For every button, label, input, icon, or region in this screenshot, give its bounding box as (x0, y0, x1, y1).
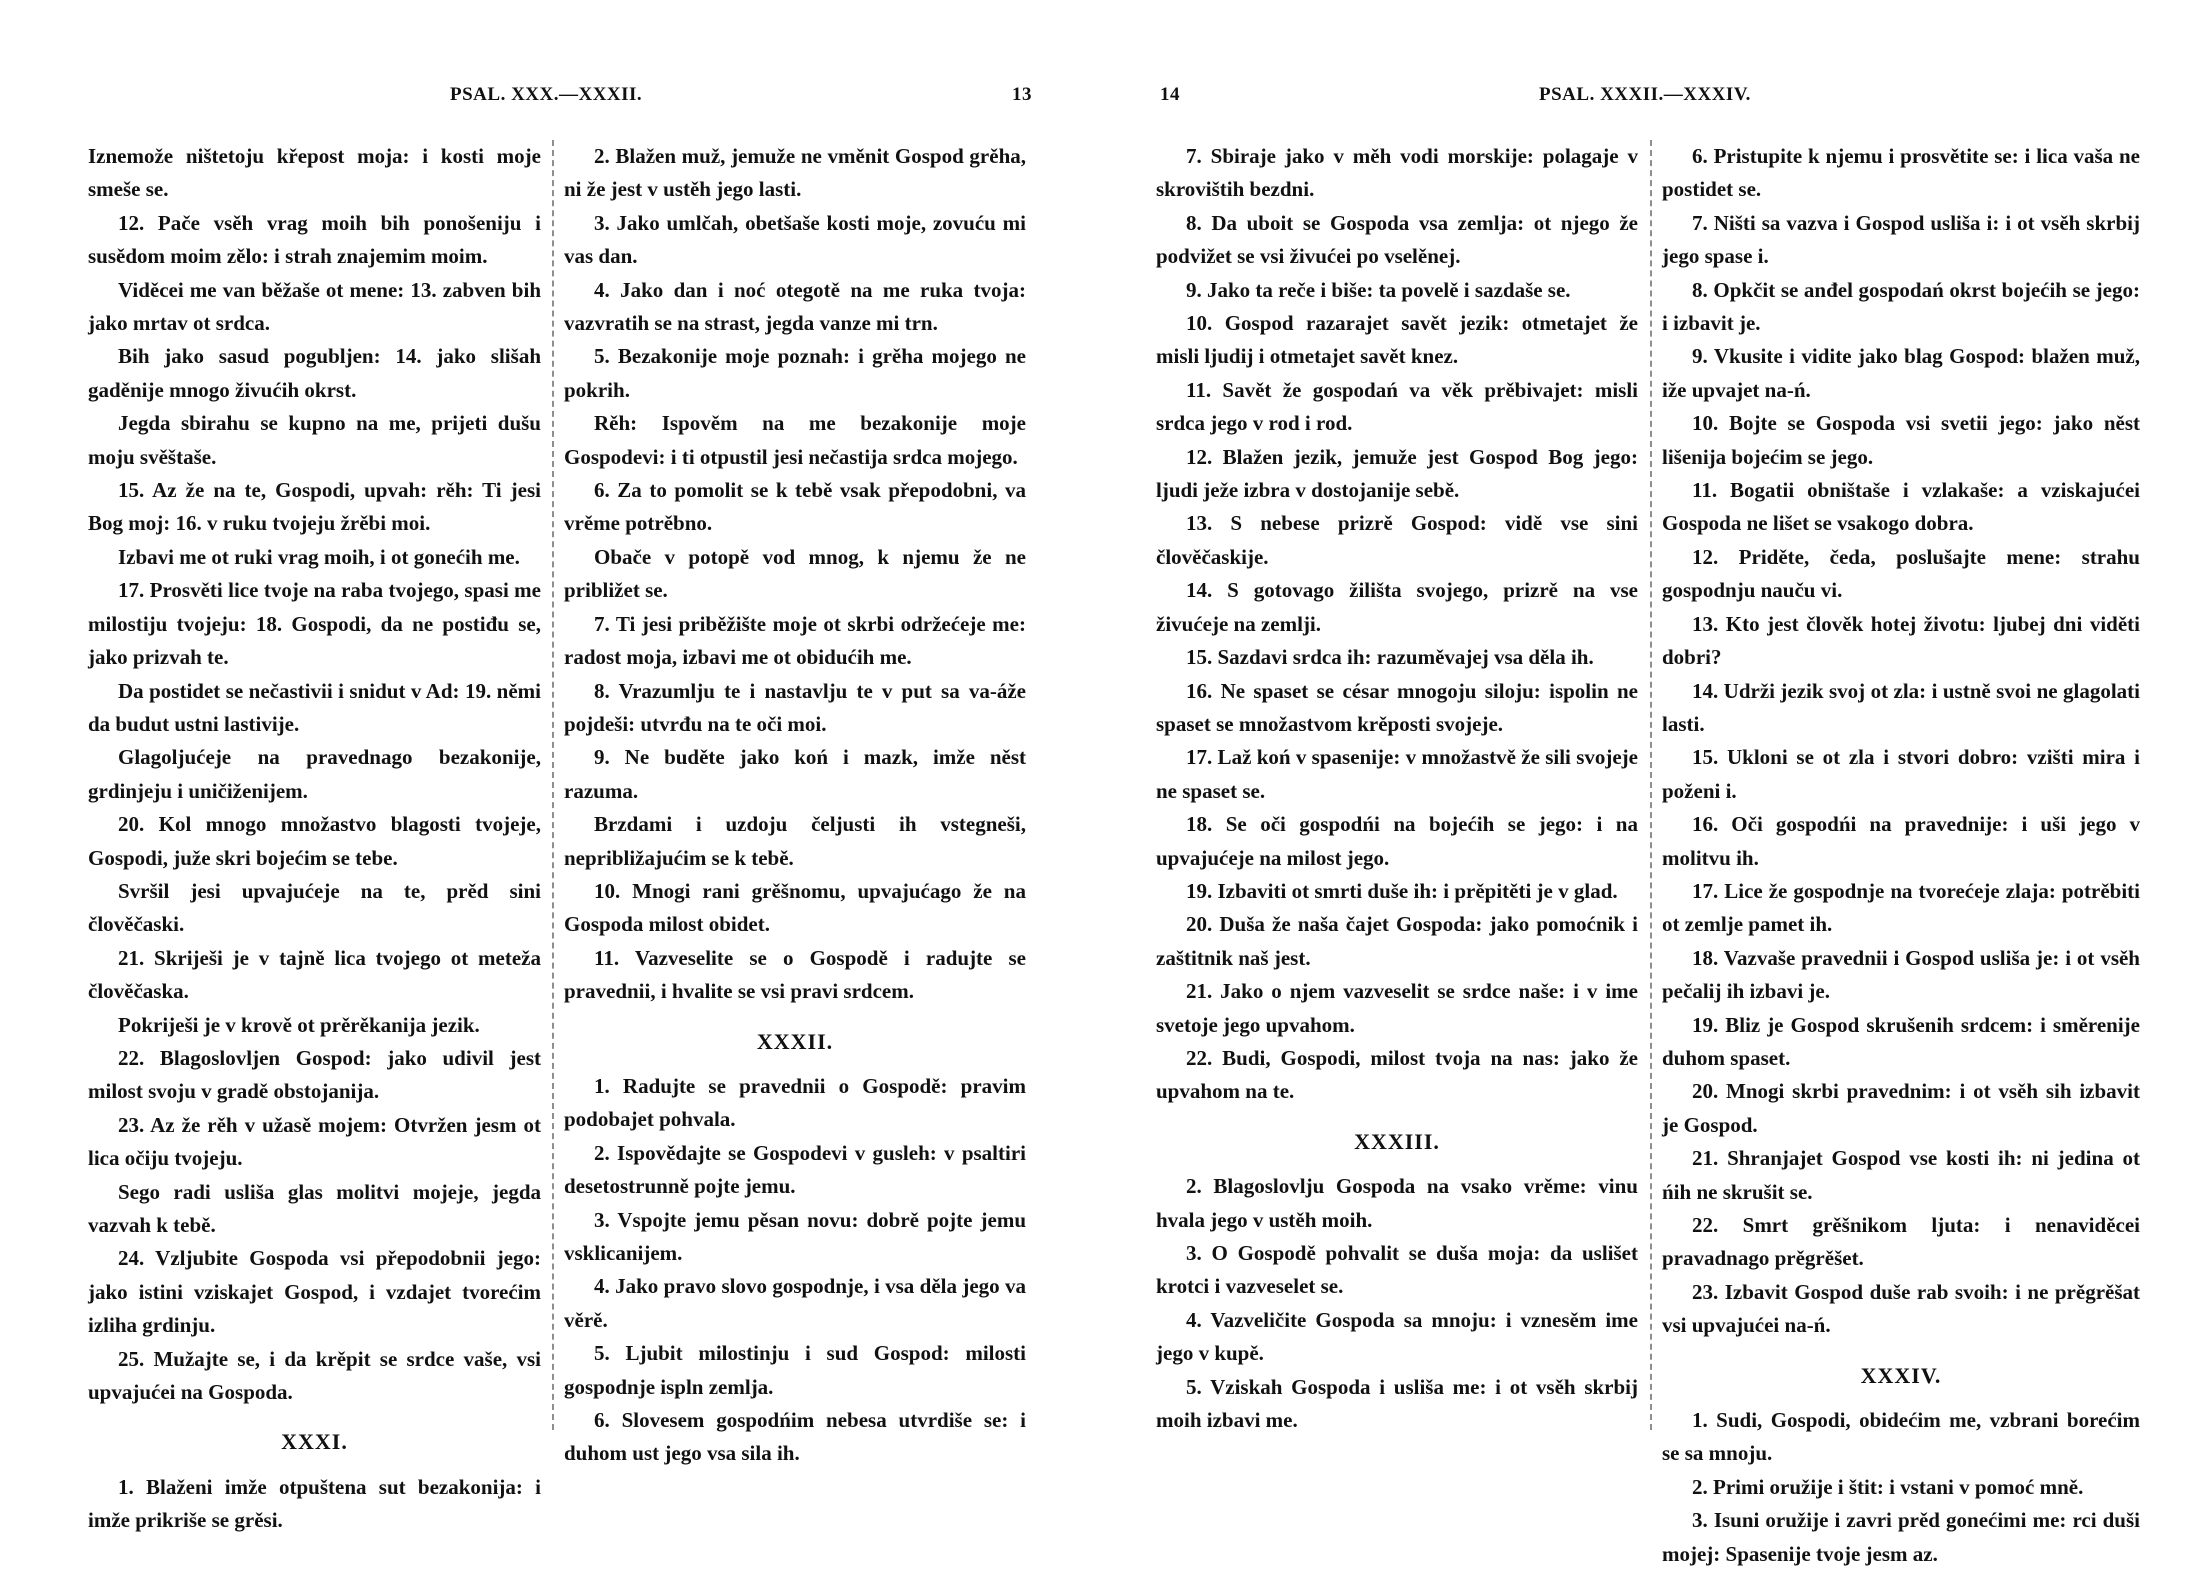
verse-paragraph: 20. Mnogi skrbi pravednim: i ot vsěh sih izbavit je Gospod. (1662, 1079, 2140, 1137)
right-page-column-2 (1662, 140, 2140, 1566)
verse-paragraph: 23. Az že rěh v užasě mojem: Otvržen jesm ot lica očiju tvojeju. (88, 1112, 541, 1171)
verse-paragraph: 9. Jako ta reče i biše: ta povelě i sazdaše se. (1186, 277, 1571, 302)
verse-paragraph: 13. S nebese prizrě Gospod: vidě vse sini člověčaskije. (1156, 511, 1638, 569)
psalm-heading: XXXIV. (1860, 1362, 1942, 1388)
right-running-head: PSAL. XXXII.—XXXIV. (1539, 84, 1751, 105)
verse-paragraph: 25. Mužajte se, i da krěpit se srdce vaše, vsi upvajućei na Gospoda. (88, 1346, 541, 1405)
verse-paragraph: 8. Opkčit se anđel gospodań okrst bojećih se jego: i izbavit je. (1662, 277, 2140, 336)
verse-paragraph: Iznemože ništetoju křepost moja: i kosti moje smeše se. (88, 144, 541, 202)
verse-paragraph: Sego radi usliša glas molitvi mojeje, jegda vazvah k tebě. (88, 1179, 541, 1237)
verse-paragraph: 23. Izbavit Gospod duše rab svoih: i ne prěgrěšat vsi upvajućei na-ń. (1662, 1279, 2140, 1338)
verse-paragraph: 2. Ispovědajte se Gospodevi v gusleh: v psaltiri desetostrunně pojte jemu. (564, 1140, 1026, 1199)
verse-paragraph: 17. Lice že gospodnje na tvorećeje zlaja: potrěbiti ot zemlje pamet ih. (1662, 878, 2140, 937)
verse-paragraph: 11. Vazveselite se o Gospodě i radujte se pravednii, i hvalite se vsi pravi srdcem. (564, 945, 1026, 1004)
verse-paragraph: 7. Ništi sa vazva i Gospod usliša i: i ot vsěh skrbij jego spase i. (1662, 210, 2140, 269)
left-column-divider (552, 140, 554, 1430)
verse-paragraph: 19. Bliz je Gospod skrušenih srdcem: i směrenije duhom spaset. (1662, 1012, 2140, 1070)
verse-paragraph: 18. Vazvaše pravednii i Gospod usliša je: i ot vsěh pečalij ih izbavi je. (1662, 945, 2140, 1004)
verse-paragraph: 20. Kol mnogo množastvo blagosti tvojeje, Gospodi, juže skri bojećim se tebe. (88, 812, 541, 870)
verse-paragraph: Obače v potopě vod mnog, k njemu že ne približet se. (564, 544, 1026, 603)
verse-paragraph: 3. Jako umlčah, obetšaše kosti moje, zovuću mi vas dan. (564, 210, 1026, 269)
verse-paragraph: 1. Blaženi imže otpuštena sut bezakonija: i imže prikriše se grěsi. (88, 1474, 541, 1533)
verse-paragraph: 15. Az že na te, Gospodi, upvah: rěh: Ti jesi Bog moj: 16. v ruku tvojeju žrěbi moi. (88, 478, 541, 536)
verse-paragraph: Svršil jesi upvajućeje na te, prěd sini člověčaski. (88, 878, 541, 937)
verse-paragraph: 12. Priděte, čeda, poslušajte mene: strahu gospodnju nauču vi. (1662, 544, 2140, 603)
verse-paragraph: 22. Smrt grěšnikom ljuta: i nenaviděcei pravadnago prěgrěšet. (1662, 1213, 2140, 1271)
verse-paragraph: 16. Oči gospodńi na pravednije: i uši jego v molitvu ih. (1662, 812, 2140, 870)
verse-paragraph: 12. Pače vsěh vrag moih bih ponošeniju i susědom moim zělo: i strah znajemim moim. (88, 210, 541, 269)
verse-paragraph: 22. Blagoslovljen Gospod: jako udivil jest milost svoju v gradě obstojanija. (88, 1045, 541, 1104)
verse-paragraph: 10. Bojte se Gospoda vsi svetii jego: jako něst lišenija bojećim se jego. (1662, 411, 2140, 469)
left-page-number: 13 (1012, 84, 1032, 105)
verse-paragraph: 21. Jako o njem vazveselit se srdce naše: i v ime svetoje jego upvahom. (1156, 979, 1638, 1037)
right-column-divider (1650, 140, 1652, 1430)
verse-paragraph: 24. Vzljubite Gospoda vsi přepodobnii jego: jako istini vziskajet Gospod, i vzdajet tvorećim izliha grdinju. (88, 1246, 541, 1338)
verse-paragraph: 17. Laž koń v spasenije: v množastvě že sili svojeje ne spaset se. (1156, 745, 1638, 803)
verse-paragraph: 19. Izbaviti ot smrti duše ih: i prěpitěti je v glad. (1186, 878, 1618, 903)
verse-paragraph: 5. Bezakonije moje poznah: i grěha mojego ne pokrih. (564, 344, 1026, 402)
verse-paragraph: 8. Vrazumlju te i nastavlju te v put sa va-áže pojdeši: utvrđu na te oči moi. (564, 678, 1026, 736)
verse-paragraph: Jegda sbirahu se kupno na me, prijeti dušu moju svěštaše. (88, 411, 541, 469)
verse-paragraph: 6. Slovesem gospodńim nebesa utvrdiše se: i duhom ust jego vsa sila ih. (564, 1408, 1026, 1466)
verse-paragraph: 14. Udrži jezik svoj ot zla: i ustně svoi ne glagolati lasti. (1662, 678, 2140, 736)
verse-paragraph: 7. Ti jesi priběžište moje ot skrbi održećeje me: radost moja, izbavi me ot obidućih me. (564, 611, 1026, 670)
left-page-column-2 (564, 140, 1026, 1466)
verse-paragraph: Izbavi me ot ruki vrag moih, i ot gonećih me. (118, 544, 520, 569)
right-page-column-1 (1156, 140, 1638, 1460)
verse-paragraph: 16. Ne spaset se césar mnogoju siloju: ispolin ne spaset se množastvom krěposti svojeje. (1156, 678, 1638, 736)
verse-paragraph: 22. Budi, Gospodi, milost tvoja na nas: jako že upvahom na te. (1156, 1045, 1638, 1104)
verse-paragraph: 5. Ljubit milostinju i sud Gospod: milosti gospodnje ispln zemlja. (564, 1341, 1026, 1399)
verse-paragraph: 13. Kto jest člověk hotej životu: ljubej dni viděti dobri? (1662, 611, 2140, 670)
verse-paragraph: Brzdami i uzdoju čeljusti ih vstegneši, nepribližajućim se k tebě. (564, 812, 1026, 870)
verse-paragraph: Viděcei me van běžaše ot mene: 13. zabven bih jako mrtav ot srdca. (88, 277, 541, 336)
left-page-column-1 (88, 140, 541, 1533)
verse-paragraph: 9. Ne buděte jako koń i mazk, imže něst razuma. (564, 745, 1026, 803)
verse-paragraph: 10. Gospod razarajet savět jezik: otmetajet že misli ljudij i otmetajet savět knez. (1156, 311, 1638, 369)
right-page-header (1093, 84, 2186, 114)
verse-paragraph: 10. Mnogi rani grěšnomu, upvajućago že na Gospoda milost obidet. (564, 878, 1026, 937)
verse-paragraph: 21. Skriješi je v tajně lica tvojego ot meteža člověčaska. (88, 945, 541, 1004)
verse-paragraph: 2. Primi oružije i štit: i vstani v pomoć mně. (1692, 1474, 2084, 1499)
psalm-heading: XXXIII. (1354, 1128, 1440, 1154)
verse-paragraph: 15. Sazdavi srdca ih: razuměvajej vsa děla ih. (1186, 645, 1594, 670)
left-running-head: PSAL. XXX.—XXXII. (450, 84, 643, 105)
verse-paragraph: 21. Shranjajet Gospod vse kosti ih: ni jedina ot ńih ne skrušit se. (1662, 1146, 2140, 1204)
verse-paragraph: 11. Bogatii obništaše i vzlakaše: a vziskajućei Gospoda ne lišet se vsakogo dobra. (1662, 478, 2140, 536)
verse-paragraph: 8. Da uboit se Gospoda vsa zemlja: ot njego že podvižet se vsi živućei po vselěnej. (1156, 210, 1638, 269)
verse-paragraph: 3. Isuni oružije i zavri prěd gonećimi me: rci duši mojej: Spasenije tvoje jesm az. (1662, 1508, 2140, 1566)
verse-paragraph: 3. O Gospodě pohvalit se duša moja: da uslišet krotci i vazveselet se. (1156, 1241, 1638, 1299)
verse-paragraph: 6. Za to pomolit se k tebě vsak přepodobni, va vrěme potrěbno. (564, 478, 1026, 536)
verse-paragraph: 1. Sudi, Gospodi, obidećim me, vzbrani borećim se sa mnoju. (1662, 1408, 2140, 1466)
verse-paragraph: 12. Blažen jezik, jemuže jest Gospod Bog jego: ljudi ježe izbra v dostojanije sebě. (1156, 444, 1638, 503)
verse-paragraph: 1. Radujte se pravednii o Gospodě: pravim podobajet pohvala. (564, 1073, 1026, 1132)
verse-paragraph: 14. S gotovago žilišta svojego, prizrě na vse živućeje na zemlji. (1156, 578, 1638, 636)
verse-paragraph: Rěh: Ispověm na me bezakonije moje Gospodevi: i ti otpustil jesi nečastija srdca mojego. (564, 411, 1026, 469)
left-page-header (0, 84, 1093, 114)
verse-paragraph: 6. Pristupite k njemu i prosvětite se: i lica vaša ne postidet se. (1662, 144, 2140, 202)
verse-paragraph: 9. Vkusite i vidite jako blag Gospod: blažen muž, iže upvajet na-ń. (1662, 344, 2140, 402)
verse-paragraph: 5. Vziskah Gospoda i usliša me: i ot vsěh skrbij moih izbavi me. (1156, 1374, 1638, 1433)
verse-paragraph: 11. Savět že gospodań va věk prěbivajet: misli srdca jego v rod i rod. (1156, 377, 1638, 436)
verse-paragraph: 18. Se oči gospodńi na bojećih se jego: i na upvajućeje na milost jego. (1156, 812, 1638, 870)
verse-paragraph: 20. Duša že naša čajet Gospoda: jako pomoćnik i zaštitnik naš jest. (1156, 912, 1638, 970)
verse-paragraph: Glagoljućeje na pravednago bezakonije, grdinjeju i uničiženijem. (88, 745, 541, 803)
verse-paragraph: 4. Vazveličite Gospoda sa mnoju: i vznesěm ime jego v kupě. (1156, 1307, 1638, 1366)
verse-paragraph: 3. Vspojte jemu pěsan novu: dobrě pojte jemu vsklicanijem. (564, 1207, 1026, 1265)
right-page-number: 14 (1160, 84, 1180, 105)
psalm-heading: XXXI. (281, 1429, 348, 1455)
verse-paragraph: 7. Sbiraje jako v měh vodi morskije: polagaje v skrovištih bezdni. (1156, 144, 1638, 202)
verse-paragraph: Da postidet se nečastivii i snidut v Ad: 19. němi da budut ustni lastivije. (88, 678, 541, 736)
verse-paragraph: 2. Blažen muž, jemuže ne vměnit Gospod grěha, ni že jest v ustěh jego lasti. (564, 144, 1026, 202)
verse-paragraph: 2. Blagoslovlju Gospoda na vsako vrěme: vinu hvala jego v ustěh moih. (1156, 1174, 1638, 1232)
psalm-heading: XXXII. (756, 1028, 834, 1054)
verse-paragraph: 15. Ukloni se ot zla i stvori dobro: vzišti mira i poženi i. (1662, 745, 2140, 803)
verse-paragraph: Pokriješi je v krově ot prěrěkanija jezik. (118, 1012, 480, 1037)
verse-paragraph: 4. Jako pravo slovo gospodnje, i vsa děla jego va věrě. (564, 1274, 1026, 1332)
verse-paragraph: Bih jako sasud pogubljen: 14. jako slišah gaděnije mnogo živućih okrst. (88, 344, 541, 402)
verse-paragraph: 17. Prosvěti lice tvoje na raba tvojego, spasi me milostiju tvojeju: 18. Gospodi, da ne postiđu se, jako prizvah te. (88, 578, 541, 670)
verse-paragraph: 4. Jako dan i noć otegotě na me ruka tvoja: vazvratih se na strast, jegda vanze mi trn. (564, 277, 1026, 336)
